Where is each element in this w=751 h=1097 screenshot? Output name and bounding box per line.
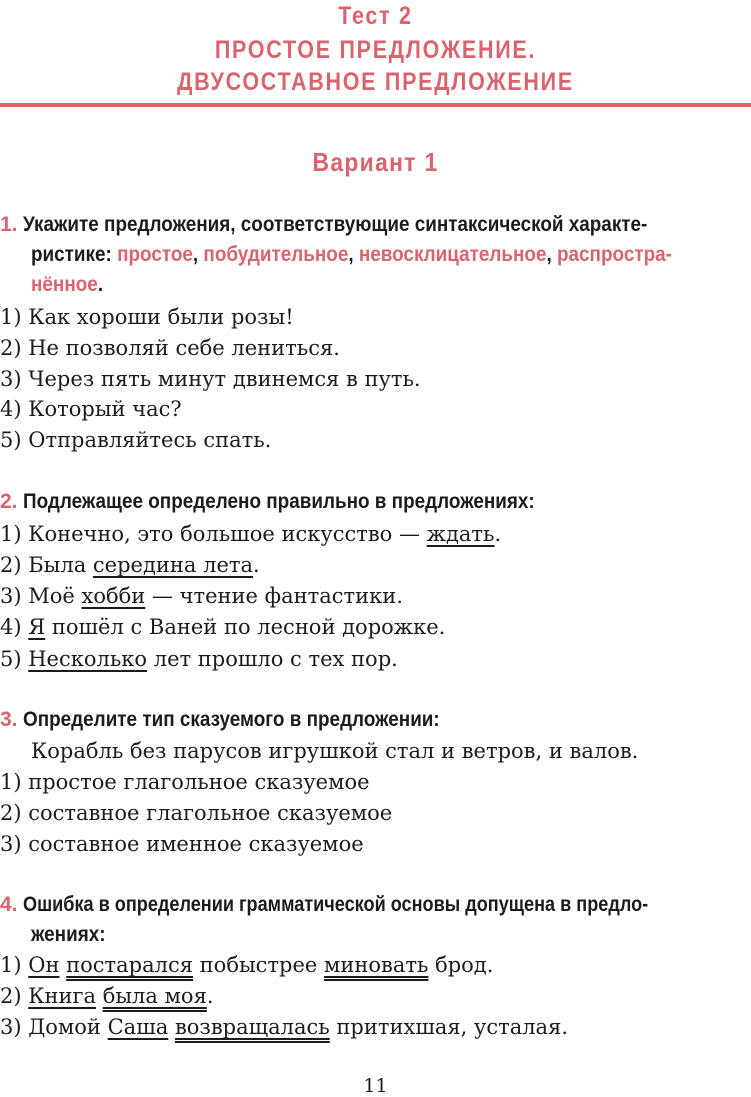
predicate-underlined: постарался <box>66 953 193 977</box>
answer-option[interactable]: 2) Не позволяй себе лениться. <box>0 336 340 360</box>
question-number: 4. <box>0 893 18 916</box>
subject-underlined: ждать <box>426 522 495 546</box>
keyword: нённое <box>31 273 98 296</box>
question-number: 3. <box>0 708 18 731</box>
question-text: Укажите предложения, соответствующие синтаксической характе- <box>23 213 648 236</box>
variant-heading: Вариант 1 <box>312 147 439 177</box>
example-sentence: Корабль без парусов игрушкой стал и ветров, и валов. <box>31 739 639 763</box>
question-text: жениях: <box>31 923 106 946</box>
answer-option[interactable]: 4) Который час? <box>0 397 182 421</box>
subject-underlined: Книга <box>28 984 97 1008</box>
subject-underlined: Саша <box>107 1015 169 1039</box>
header-divider <box>0 103 751 107</box>
answer-option[interactable]: 2) составное глагольное сказуемое <box>0 801 393 825</box>
test-number: Тест 2 <box>338 2 413 30</box>
subject-underlined: Я <box>28 615 46 639</box>
answer-option[interactable]: 5) Отправляйтесь спать. <box>0 428 272 452</box>
keyword: простое <box>117 243 193 266</box>
page-number: 11 <box>363 1075 388 1097</box>
answer-option[interactable]: 1) Конечно, это большое искусство — ждать. <box>0 522 502 546</box>
question-text: Подлежащее определено правильно в предложениях: <box>23 490 536 513</box>
question-number: 2. <box>0 490 18 513</box>
question-text: Ошибка в определении грамматической основы допущена в предло- <box>23 893 649 916</box>
subject-underlined: хобби <box>81 584 146 608</box>
predicate-underlined: была моя <box>102 984 207 1008</box>
keyword: невосклицательное <box>358 243 547 266</box>
answer-option[interactable]: 5) Несколько лет прошло с тех пор. <box>0 647 398 671</box>
answer-option[interactable]: 3) Домой Саша возвращалась притихшая, усталая. <box>0 1015 568 1039</box>
keyword: распростра- <box>556 243 672 266</box>
question-text: Определите тип сказуемого в предложении: <box>23 708 441 731</box>
answer-option[interactable]: 3) Моё хобби — чтение фантастики. <box>0 584 403 608</box>
subject-underlined: середина лета <box>92 553 254 577</box>
subject-underlined: Несколько <box>28 647 148 671</box>
answer-option[interactable]: 1) Он постарался побыстрее миновать брод. <box>0 953 494 977</box>
subject-underlined: Он <box>28 953 60 977</box>
answer-option[interactable]: 2) Книга была моя. <box>0 984 214 1008</box>
answer-option[interactable]: 1) простое глагольное сказуемое <box>0 770 370 794</box>
answer-option[interactable]: 3) Через пять минут двинемся в путь. <box>0 367 421 391</box>
answer-option[interactable]: 1) Как хороши были розы! <box>0 305 294 329</box>
answer-option[interactable]: 3) составное именное сказуемое <box>0 832 364 856</box>
predicate-underlined: миновать <box>324 953 429 977</box>
predicate-underlined: возвращалась <box>174 1015 330 1039</box>
question-number: 1. <box>0 213 18 236</box>
test-title-line-2: ДВУСОСТАВНОЕ ПРЕДЛОЖЕНИЕ <box>177 68 574 96</box>
test-title-line-1: ПРОСТОЕ ПРЕДЛОЖЕНИЕ. <box>214 36 537 64</box>
answer-option[interactable]: 4) Я пошёл с Ваней по лесной дорожке. <box>0 615 446 639</box>
question-text: ристике: <box>31 243 118 266</box>
keyword: побудительное <box>203 243 349 266</box>
answer-option[interactable]: 2) Была середина лета. <box>0 553 260 577</box>
